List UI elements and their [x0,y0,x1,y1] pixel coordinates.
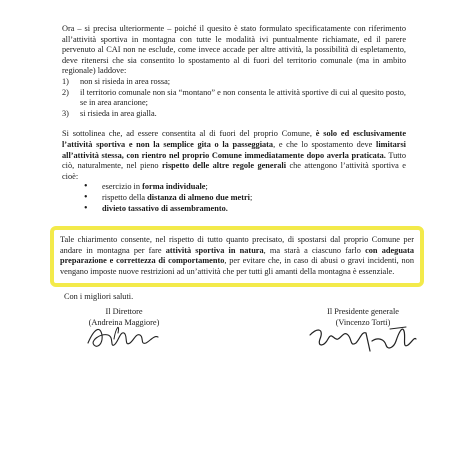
text-run: Tale chiarimento consente, nel rispetto di tutto quanto precisato, di spostarsi dal proprio Comune per andare in montagna per fare [60,235,414,255]
signature-director [64,307,184,328]
text-run: che attengono l’attività sportiva e cioè: [62,161,406,181]
condition-text: non si risieda in area rossa; [80,76,171,86]
signature-president [288,307,438,328]
condition-text: il territorio comunale non sia “montano” e non consenta le attività sportive di cui al quesito posto, se in area arancione; [80,87,406,108]
spacer [62,119,406,129]
condition-number: 2) [62,87,69,97]
text-run: esercizio in [102,182,143,192]
text-run: ; [205,182,208,192]
text-run: , ma starà a ciascuno farlo [263,245,366,255]
handwritten-signature-icon [84,319,164,355]
highlighted-paragraph [60,235,414,277]
condition-item [62,77,406,88]
bold-run: è solo ed esclusivamente l’attività sportiva e non la semplice gita o la passeggiata [62,129,406,149]
text-run: Si sottolinea che, ad essere consentita al di fuori del proprio Comune, [62,129,316,139]
condition-item [62,88,406,109]
intro-paragraph: Ora – si precisa ulteriormente – poiché il quesito è stato formulato specificatamente con riferimento all’attività sportiva in montagna con tutte le modalità ivi puntualmente richiamate, ed il parere pervenuto al CAI non ne esclude, come invece accade per altre attività, la possibilità di espletamento, deve ritenersi che sia consentito lo spostamento al di fuori del territorio comunale (ma in ambito regionale) laddove: [62,24,406,76]
rule-item [62,182,406,193]
condition-number: 1) [62,76,69,86]
emphasis-paragraph [62,129,406,182]
bold-run: divieto tassativo di assembramento. [102,203,228,213]
signatory-name: (Vincenzo Torti) [335,317,391,327]
text-run: Tutto ciò, naturalmente, nel pieno [62,150,407,171]
signatory-title: Il Presidente generale [327,307,399,317]
bold-run: con adeguata preparazione e correttezza di comportamento [60,245,414,266]
bold-run: limitarsi all’attività stessa, con rientro nel proprio Comune immediatamente dopo averla praticata. [62,139,406,160]
bold-run: forma individuale [142,182,206,192]
rule-item [62,193,406,204]
conditions-list [62,77,406,119]
rules-list [62,182,406,214]
text-run: , e che lo spostamento deve [273,139,377,149]
text-run: ; [249,192,253,202]
closing-text: Con i migliori saluti. [64,292,134,302]
bold-run: attività sportiva in natura [165,245,264,255]
condition-number: 3) [62,108,69,118]
bold-run: distanza di almeno due metri [147,192,250,202]
signatory-title: Il Direttore [105,307,143,317]
bold-run: rispetto delle altre regole generali [161,161,287,171]
text-run: , per evitare che, in caso di abusi o gravi incidenti, non vengano imposte nuove restrizioni ad un’attività che per tutti gli amanti della montagna è essenziale. [60,256,414,276]
signatory-name: (Andreina Maggiore) [88,317,160,327]
condition-text: si risieda in area gialla. [80,108,157,118]
condition-item [62,109,406,120]
signature-block [62,307,406,387]
highlighted-box [50,226,424,287]
handwritten-signature-icon [306,317,418,357]
rule-item [62,204,406,215]
text-run: rispetto della [102,192,148,202]
